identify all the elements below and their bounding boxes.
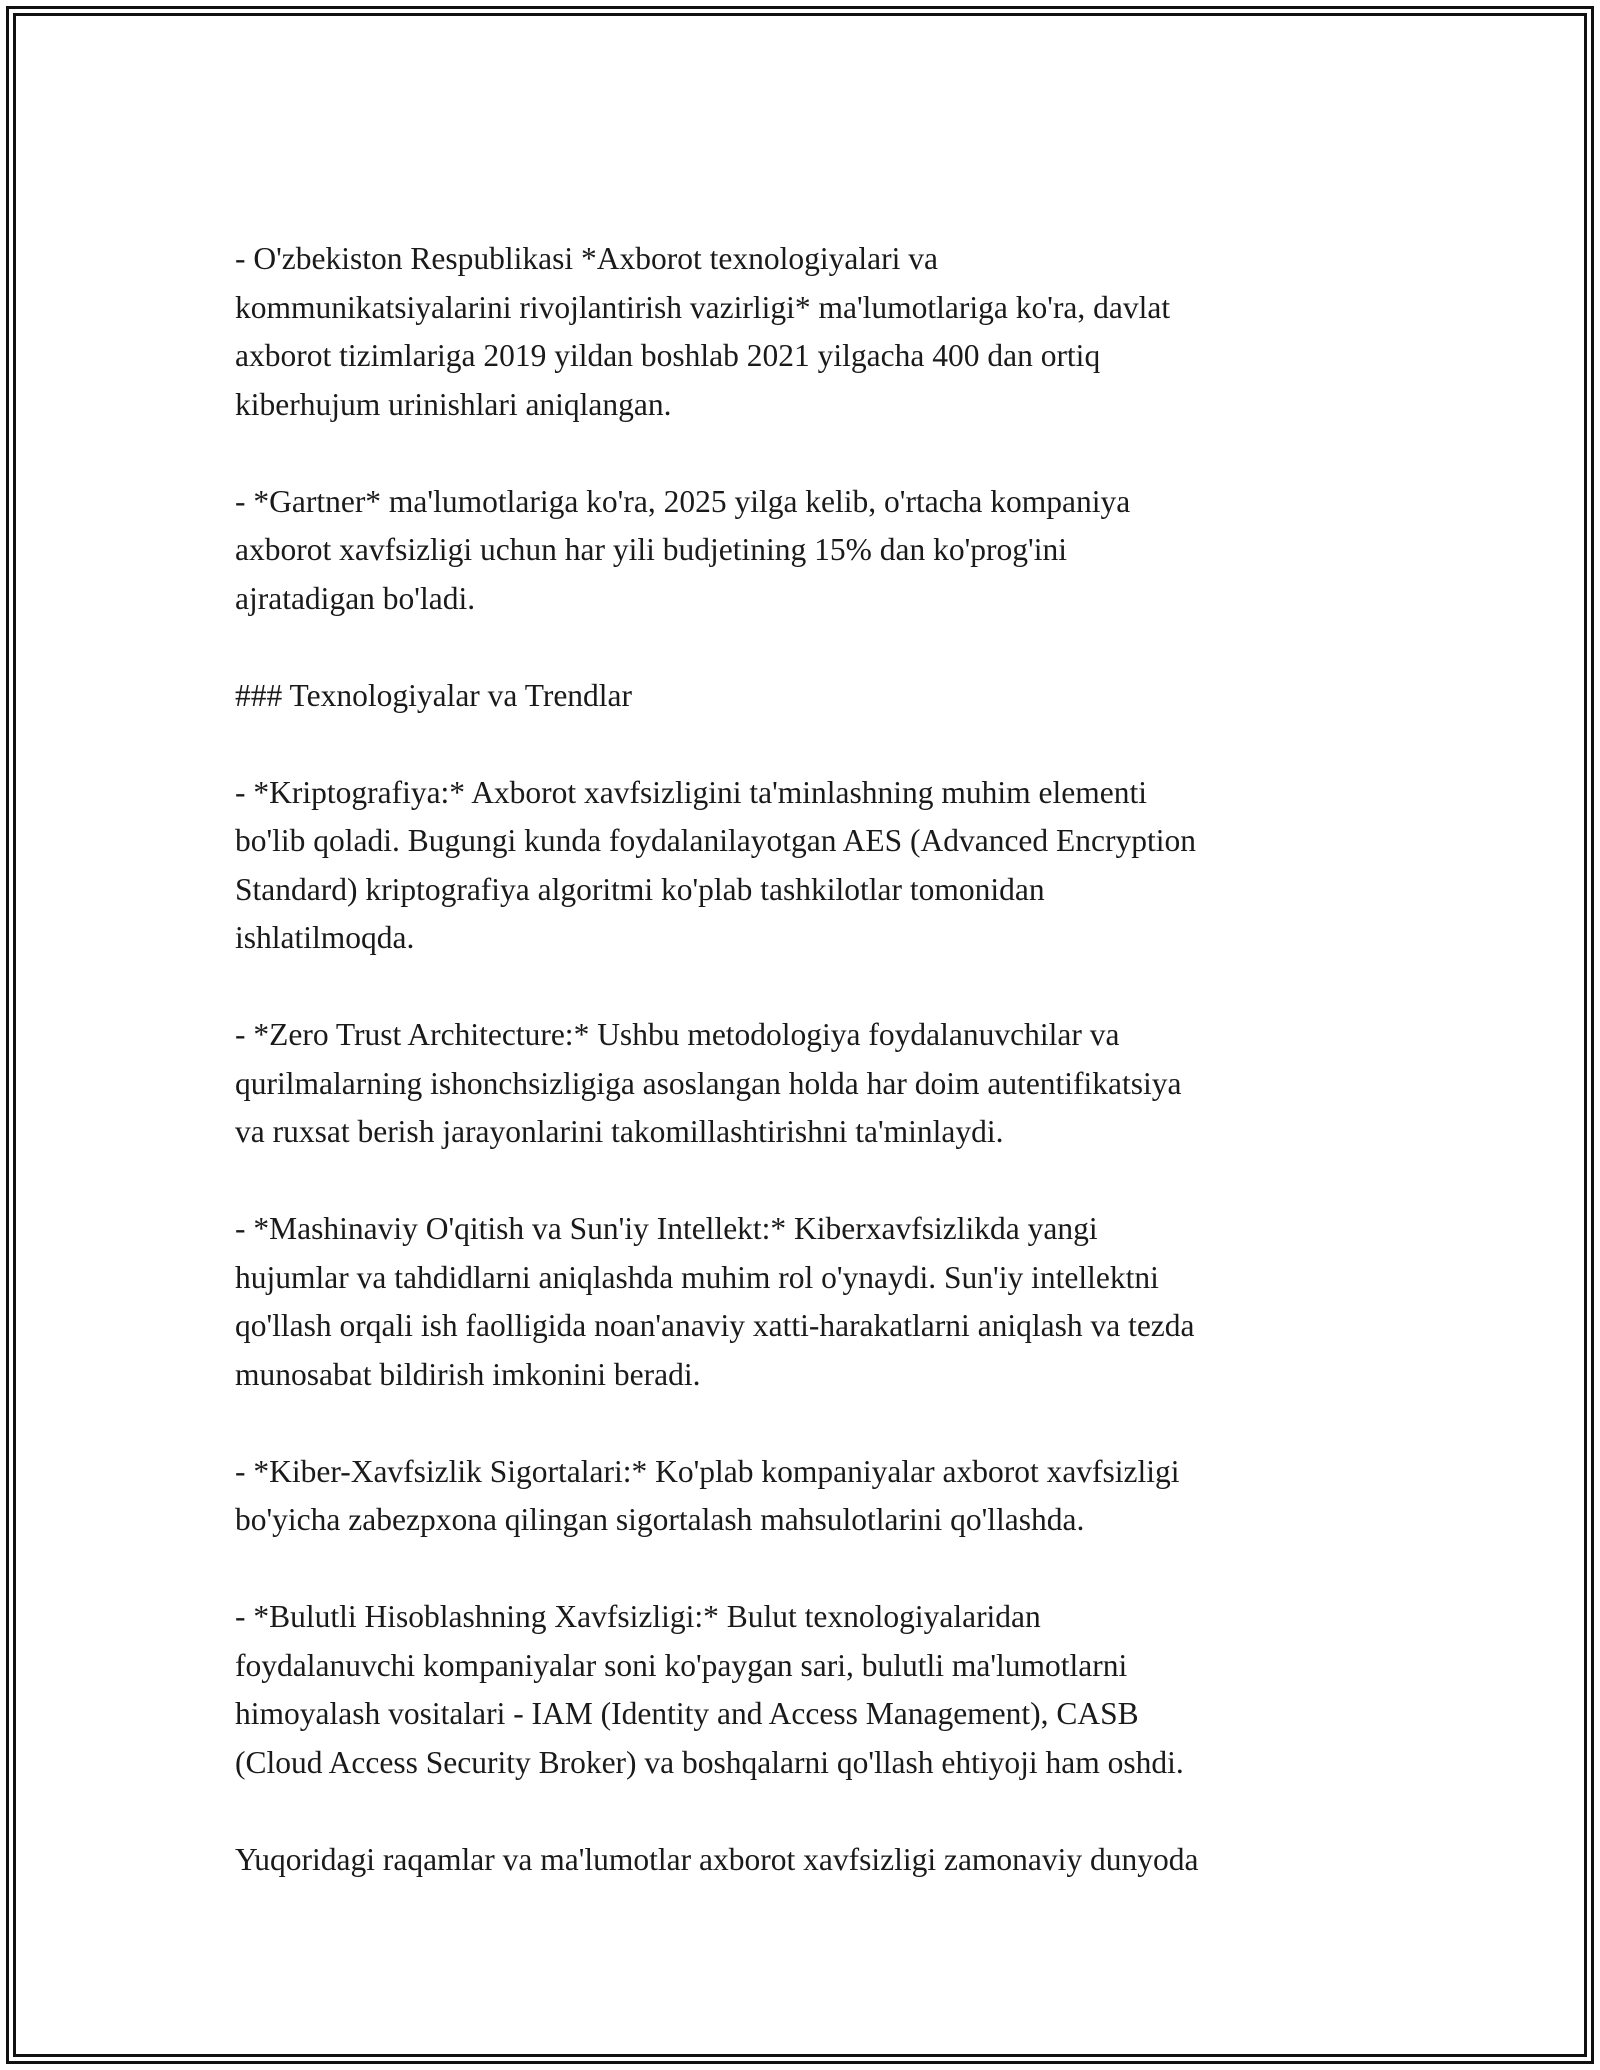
paragraph-zero-trust: - *Zero Trust Architecture:* Ushbu metodologiya foydalanuvchilar va qurilmalarning ishonchsizligiga asoslangan holda har doim autentifikatsiya va ruxsat berish jarayonlarini takomillashtirishni ta'minlaydi.	[235, 1017, 1182, 1149]
section-heading: ### Texnologiyalar va Trendlar	[235, 677, 633, 713]
paragraph-machine-learning: - *Mashinaviy O'qitish va Sun'iy Intellekt:* Kiberxavfsizlikda yangi hujumlar va tahdidlarni aniqlashda muhim rol o'ynaydi. Sun'iy intellektni qo'llash orqali ish faolligida noan'anaviy xatti-harakatlarni aniqlash va tezda munosabat bildirish imkonini beradi.	[235, 1211, 1195, 1392]
paragraph-cryptography: - *Kriptografiya:* Axborot xavfsizligini ta'minlashning muhim elementi bo'lib qoladi. Bugungi kunda foydalanilayotgan AES (Advanced Encryption Standard) kriptografiya algoritmi ko'plab tashkilotlar tomonidan ishlatilmoqda.	[235, 774, 1196, 955]
paragraph-cyber-insurance: - *Kiber-Xavfsizlik Sigortalari:* Ko'plab kompaniyalar axborot xavfsizligi bo'yicha zabezpxona qilingan sigortalash mahsulotlarini qo'llashda.	[235, 1453, 1180, 1537]
paragraph-cloud-security: - *Bulutli Hisoblashning Xavfsizligi:* Bulut texnologiyalaridan foydalanuvchi kompaniyalar soni ko'paygan sari, bulutli ma'lumotlarni himoyalash vositalari - IAM (Identity and Access Management), CASB (Cloud Access Security Broker) va boshqalarni qo'llash ehtiyoji ham oshdi.	[235, 1599, 1184, 1780]
document-body	[235, 235, 1375, 1884]
paragraph-statistics-ministry: - O'zbekiston Respublikasi *Axborot texnologiyalari va kommunikatsiyalarini rivojlantirish vazirligi* ma'lumotlariga ko'ra, davlat axborot tizimlariga 2019 yildan boshlab 2021 yilgacha 400 dan ortiq kiberhujum urinishlari aniqlangan.	[235, 241, 1171, 422]
paragraph-statistics-gartner: - *Gartner* ma'lumotlariga ko'ra, 2025 yilga kelib, o'rtacha kompaniya axborot xavfsizligi uchun har yili budjetining 15% dan ko'prog'ini ajratadigan bo'ladi.	[235, 483, 1131, 616]
paragraph-conclusion: Yuqoridagi raqamlar va ma'lumotlar axborot xavfsizligi zamonaviy dunyoda	[235, 1841, 1199, 1877]
